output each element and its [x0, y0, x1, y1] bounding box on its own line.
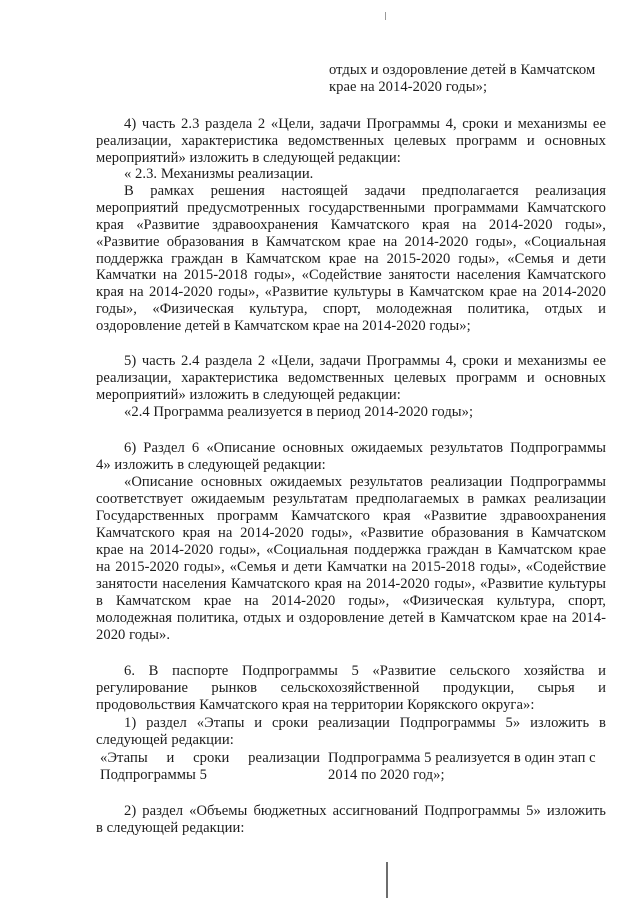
text-line: продовольствия Камчатского края на территории Корякского округа»: — [96, 697, 535, 713]
text-line: крае на 2014-2020 годы»; — [329, 79, 488, 95]
table-cell-value: Подпрограмма 5 реализуется в один этап с — [328, 750, 596, 766]
text-line: соответствует ожидаемым результатам предполагаемых в рамках реализации — [96, 491, 606, 507]
text-line: 2020 годы». — [96, 627, 171, 643]
text-line: в следующей редакции: — [96, 820, 245, 836]
text-line: следующей редакции: — [96, 732, 234, 748]
text-line: крае на 2014-2020 годы», «Социальная поддержка граждан в Камчатском крае — [96, 542, 606, 558]
text-line: поддержка граждан в Камчатском крае на 2015-2020 годы», «Семья и дети — [96, 251, 606, 267]
text-line: регулирование рынков сельскохозяйственной продукции, сырья и — [96, 680, 606, 696]
text-line: отдых и оздоровление детей в Камчатском — [329, 62, 596, 78]
text-line: «2.4 Программа реализуется в период 2014-2020 годы»; — [124, 404, 474, 420]
text-line: «Развитие образования в Камчатском крае на 2014-2020 годы», «Социальная — [96, 234, 606, 250]
text-line: Камчатки на 2015-2018 годы», «Содействие занятости населения Камчатского — [96, 267, 606, 283]
text-line: в Камчатском крае на 2014-2020 годы», «Физическая культура, спорт, — [96, 593, 606, 609]
text-line: годы», «Физическая культура, спорт, молодежная политика, отдых и — [96, 301, 606, 317]
text-line: на 2015-2020 годы», «Семья и дети Камчатки на 2015-2018 годы», «Содействие — [96, 559, 606, 575]
text-line: «Описание основных ожидаемых результатов реализации Подпрограммы — [124, 474, 606, 490]
table-cell-label: Подпрограммы 5 — [100, 767, 207, 783]
text-line: мероприятий» изложить в следующей редакции: — [96, 150, 401, 166]
text-line: Камчатского края на 2014-2020 годы», «Развитие образования в Камчатском — [96, 525, 606, 541]
text-line: молодежная политика, отдых и оздоровление детей в Камчатском крае на 2014- — [96, 610, 606, 626]
text-line: мероприятий» изложить в следующей редакции: — [96, 387, 401, 403]
text-line: 4» изложить в следующей редакции: — [96, 457, 326, 473]
text-line: реализации, характеристика ведомственных целевых программ и основных — [96, 133, 606, 149]
scan-artifact — [385, 12, 386, 20]
text-line: Государственных программ Камчатского края «Развитие здравоохранения — [96, 508, 606, 524]
table-cell-label: «Этапы и сроки реализации — [100, 750, 320, 766]
text-line: оздоровление детей в Камчатском крае на 2014-2020 годы»; — [96, 318, 471, 334]
text-line: « 2.3. Механизмы реализации. — [124, 166, 314, 182]
text-line: занятости населения Камчатского края на 2014-2020 годы», «Развитие культуры — [96, 576, 606, 592]
text-line: края на 2014-2020 годы», «Развитие культуры в Камчатском крае на 2014-2020 — [96, 284, 606, 300]
text-line: 2) раздел «Объемы бюджетных ассигнований Подпрограммы 5» изложить — [124, 803, 606, 819]
scan-artifact — [386, 862, 388, 898]
text-line: 4) часть 2.3 раздела 2 «Цели, задачи Программы 4, сроки и механизмы ее — [124, 116, 606, 132]
text-line: края «Развитие здравоохранения Камчатского края на 2014-2020 годы», — [96, 217, 606, 233]
text-line: В рамках решения настоящей задачи предполагается реализация — [124, 183, 606, 199]
text-line: мероприятий предусмотренных государственными программами Камчатского — [96, 200, 606, 216]
table-cell-value: 2014 по 2020 год»; — [328, 767, 445, 783]
text-line: 1) раздел «Этапы и сроки реализации Подпрограммы 5» изложить в — [124, 715, 606, 731]
text-line: реализации, характеристика ведомственных целевых программ и основных — [96, 370, 606, 386]
text-line: 6) Раздел 6 «Описание основных ожидаемых результатов Подпрограммы — [124, 440, 606, 456]
text-line: 5) часть 2.4 раздела 2 «Цели, задачи Программы 4, сроки и механизмы ее — [124, 353, 606, 369]
text-line: 6. В паспорте Подпрограммы 5 «Развитие сельского хозяйства и — [124, 663, 606, 679]
